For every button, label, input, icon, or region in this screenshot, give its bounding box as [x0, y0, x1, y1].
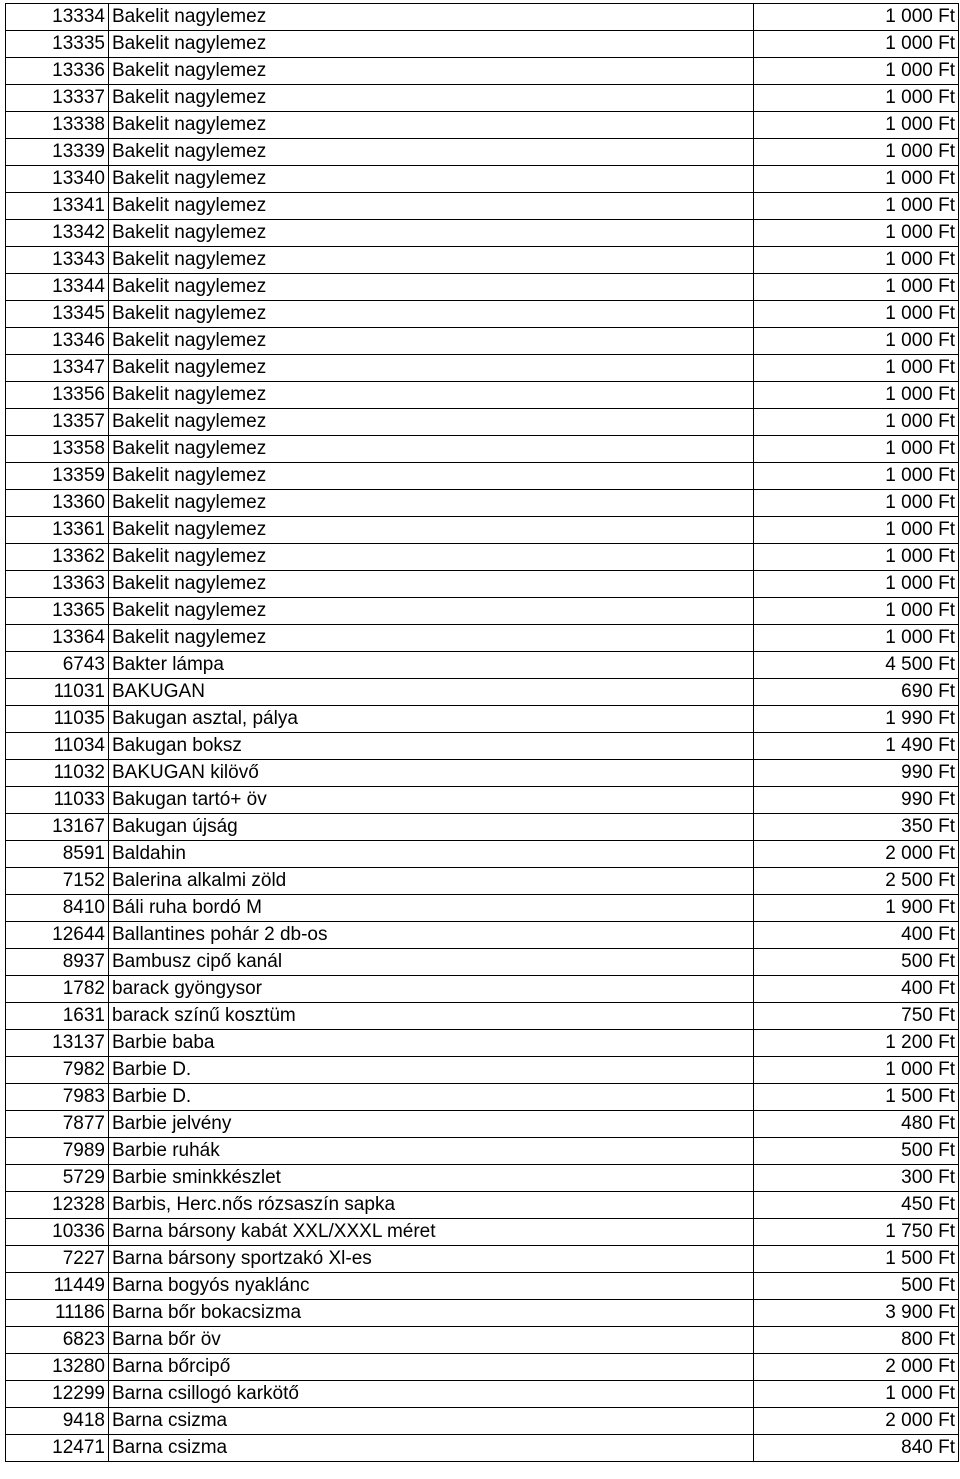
item-name-cell: Barna bőr öv: [109, 1327, 754, 1354]
table-row: [6, 328, 959, 355]
table-row: [6, 490, 959, 517]
item-price-cell: 1 000 Ft: [754, 301, 959, 328]
item-name-cell: Ballantines pohár 2 db-os: [109, 922, 754, 949]
table-row: [6, 1219, 959, 1246]
item-code-cell: 8937: [6, 949, 109, 976]
item-name-cell: Bakelit nagylemez: [109, 274, 754, 301]
table-row: [6, 1300, 959, 1327]
item-price-cell: 1 490 Ft: [754, 733, 959, 760]
item-price-cell: 750 Ft: [754, 1003, 959, 1030]
item-code-cell: 12644: [6, 922, 109, 949]
table-row: [6, 517, 959, 544]
item-code-cell: 1631: [6, 1003, 109, 1030]
item-name-cell: Barbie jelvény: [109, 1111, 754, 1138]
table-row: [6, 382, 959, 409]
item-price-cell: 2 000 Ft: [754, 1408, 959, 1435]
item-name-cell: Barbie ruhák: [109, 1138, 754, 1165]
table-row: [6, 1327, 959, 1354]
item-price-cell: 450 Ft: [754, 1192, 959, 1219]
price-list-table: [5, 3, 959, 1462]
item-code-cell: 13358: [6, 436, 109, 463]
item-code-cell: 11034: [6, 733, 109, 760]
item-code-cell: 7982: [6, 1057, 109, 1084]
table-row: [6, 1003, 959, 1030]
item-name-cell: Bakelit nagylemez: [109, 355, 754, 382]
item-name-cell: barack gyöngysor: [109, 976, 754, 1003]
item-code-cell: 13137: [6, 1030, 109, 1057]
table-row: [6, 58, 959, 85]
item-name-cell: barack színű kosztüm: [109, 1003, 754, 1030]
table-row: [6, 139, 959, 166]
item-code-cell: 11033: [6, 787, 109, 814]
item-code-cell: 6743: [6, 652, 109, 679]
table-row: [6, 1381, 959, 1408]
item-name-cell: Báli ruha bordó M: [109, 895, 754, 922]
item-name-cell: Bakelit nagylemez: [109, 328, 754, 355]
item-code-cell: 11035: [6, 706, 109, 733]
item-code-cell: 13167: [6, 814, 109, 841]
item-name-cell: Bakelit nagylemez: [109, 58, 754, 85]
table-row: [6, 1057, 959, 1084]
item-name-cell: Bakugan tartó+ öv: [109, 787, 754, 814]
table-row: [6, 355, 959, 382]
table-row: [6, 625, 959, 652]
item-code-cell: 13347: [6, 355, 109, 382]
table-row: [6, 571, 959, 598]
item-name-cell: Barna bársony kabát XXL/XXXL méret: [109, 1219, 754, 1246]
item-price-cell: 1 750 Ft: [754, 1219, 959, 1246]
item-price-cell: 1 000 Ft: [754, 85, 959, 112]
item-price-cell: 1 990 Ft: [754, 706, 959, 733]
table-row: [6, 787, 959, 814]
item-name-cell: Barna bogyós nyaklánc: [109, 1273, 754, 1300]
item-name-cell: Bambusz cipő kanál: [109, 949, 754, 976]
item-name-cell: Bakelit nagylemez: [109, 571, 754, 598]
item-name-cell: Bakelit nagylemez: [109, 85, 754, 112]
item-name-cell: Barbie sminkkészlet: [109, 1165, 754, 1192]
item-name-cell: Barna bőrcipő: [109, 1354, 754, 1381]
item-name-cell: Barbis, Herc.nős rózsaszín sapka: [109, 1192, 754, 1219]
table-row: [6, 220, 959, 247]
item-name-cell: Barbie baba: [109, 1030, 754, 1057]
item-price-cell: 1 000 Ft: [754, 4, 959, 31]
item-price-cell: 1 000 Ft: [754, 1057, 959, 1084]
item-price-cell: 1 000 Ft: [754, 355, 959, 382]
item-price-cell: 2 000 Ft: [754, 841, 959, 868]
item-code-cell: 13340: [6, 166, 109, 193]
item-name-cell: Barna csizma: [109, 1435, 754, 1462]
item-code-cell: 13359: [6, 463, 109, 490]
item-price-cell: 1 500 Ft: [754, 1084, 959, 1111]
item-price-cell: 4 500 Ft: [754, 652, 959, 679]
item-price-cell: 1 000 Ft: [754, 1381, 959, 1408]
item-name-cell: Bakelit nagylemez: [109, 4, 754, 31]
item-price-cell: 2 000 Ft: [754, 1354, 959, 1381]
item-name-cell: Bakelit nagylemez: [109, 463, 754, 490]
table-row: [6, 976, 959, 1003]
item-name-cell: Barbie D.: [109, 1057, 754, 1084]
item-code-cell: 13341: [6, 193, 109, 220]
item-price-cell: 1 000 Ft: [754, 112, 959, 139]
item-price-cell: 500 Ft: [754, 1138, 959, 1165]
price-list-body: [6, 4, 959, 1462]
table-row: [6, 463, 959, 490]
table-row: [6, 679, 959, 706]
table-row: [6, 895, 959, 922]
item-price-cell: 1 000 Ft: [754, 463, 959, 490]
item-code-cell: 13364: [6, 625, 109, 652]
table-row: [6, 1408, 959, 1435]
table-row: [6, 1084, 959, 1111]
item-code-cell: 7152: [6, 868, 109, 895]
item-code-cell: 13337: [6, 85, 109, 112]
item-price-cell: 1 000 Ft: [754, 490, 959, 517]
table-row: [6, 247, 959, 274]
item-name-cell: Balerina alkalmi zöld: [109, 868, 754, 895]
item-code-cell: 6823: [6, 1327, 109, 1354]
item-price-cell: 500 Ft: [754, 1273, 959, 1300]
item-price-cell: 300 Ft: [754, 1165, 959, 1192]
item-code-cell: 13280: [6, 1354, 109, 1381]
item-name-cell: Bakelit nagylemez: [109, 301, 754, 328]
item-code-cell: 11449: [6, 1273, 109, 1300]
item-name-cell: Bakelit nagylemez: [109, 247, 754, 274]
item-name-cell: Bakelit nagylemez: [109, 436, 754, 463]
item-name-cell: Barna bársony sportzakó Xl-es: [109, 1246, 754, 1273]
item-price-cell: 400 Ft: [754, 922, 959, 949]
item-name-cell: Bakelit nagylemez: [109, 31, 754, 58]
item-name-cell: Bakelit nagylemez: [109, 166, 754, 193]
item-name-cell: Barna csizma: [109, 1408, 754, 1435]
item-name-cell: Bakelit nagylemez: [109, 544, 754, 571]
item-code-cell: 13334: [6, 4, 109, 31]
table-row: [6, 301, 959, 328]
table-row: [6, 841, 959, 868]
item-name-cell: Bakelit nagylemez: [109, 112, 754, 139]
item-price-cell: 1 000 Ft: [754, 571, 959, 598]
item-price-cell: 1 000 Ft: [754, 544, 959, 571]
item-code-cell: 13346: [6, 328, 109, 355]
item-name-cell: Bakugan asztal, pálya: [109, 706, 754, 733]
item-price-cell: 990 Ft: [754, 787, 959, 814]
item-code-cell: 13344: [6, 274, 109, 301]
table-row: [6, 733, 959, 760]
item-price-cell: 840 Ft: [754, 1435, 959, 1462]
table-row: [6, 760, 959, 787]
table-row: [6, 112, 959, 139]
item-code-cell: 5729: [6, 1165, 109, 1192]
item-code-cell: 13361: [6, 517, 109, 544]
item-code-cell: 13338: [6, 112, 109, 139]
item-name-cell: Bakelit nagylemez: [109, 220, 754, 247]
item-code-cell: 13363: [6, 571, 109, 598]
table-row: [6, 1435, 959, 1462]
table-row: [6, 1192, 959, 1219]
item-name-cell: Bakelit nagylemez: [109, 382, 754, 409]
item-name-cell: Bakelit nagylemez: [109, 598, 754, 625]
table-row: [6, 922, 959, 949]
item-code-cell: 13345: [6, 301, 109, 328]
table-row: [6, 1030, 959, 1057]
item-code-cell: 10336: [6, 1219, 109, 1246]
item-code-cell: 13360: [6, 490, 109, 517]
table-row: [6, 85, 959, 112]
item-code-cell: 13357: [6, 409, 109, 436]
item-code-cell: 13336: [6, 58, 109, 85]
item-name-cell: Bakelit nagylemez: [109, 409, 754, 436]
item-price-cell: 800 Ft: [754, 1327, 959, 1354]
item-code-cell: 9418: [6, 1408, 109, 1435]
table-row: [6, 814, 959, 841]
table-row: [6, 409, 959, 436]
item-price-cell: 1 000 Ft: [754, 247, 959, 274]
table-row: [6, 652, 959, 679]
table-row: [6, 598, 959, 625]
item-name-cell: Barna csillogó karkötő: [109, 1381, 754, 1408]
table-row: [6, 436, 959, 463]
item-price-cell: 1 000 Ft: [754, 598, 959, 625]
item-code-cell: 13362: [6, 544, 109, 571]
item-name-cell: BAKUGAN: [109, 679, 754, 706]
item-price-cell: 480 Ft: [754, 1111, 959, 1138]
table-row: [6, 1354, 959, 1381]
item-name-cell: Barna bőr bokacsizma: [109, 1300, 754, 1327]
item-code-cell: 8591: [6, 841, 109, 868]
table-row: [6, 4, 959, 31]
item-price-cell: 1 000 Ft: [754, 193, 959, 220]
item-name-cell: Bakelit nagylemez: [109, 625, 754, 652]
item-price-cell: 1 000 Ft: [754, 166, 959, 193]
item-code-cell: 1782: [6, 976, 109, 1003]
table-row: [6, 544, 959, 571]
item-code-cell: 12471: [6, 1435, 109, 1462]
table-row: [6, 31, 959, 58]
item-code-cell: 11186: [6, 1300, 109, 1327]
item-name-cell: Bakelit nagylemez: [109, 490, 754, 517]
item-price-cell: 350 Ft: [754, 814, 959, 841]
item-price-cell: 1 000 Ft: [754, 139, 959, 166]
table-row: [6, 193, 959, 220]
item-price-cell: 1 000 Ft: [754, 382, 959, 409]
table-row: [6, 1111, 959, 1138]
item-price-cell: 1 000 Ft: [754, 409, 959, 436]
item-code-cell: 7989: [6, 1138, 109, 1165]
item-name-cell: Bakter lámpa: [109, 652, 754, 679]
item-code-cell: 7227: [6, 1246, 109, 1273]
item-price-cell: 1 500 Ft: [754, 1246, 959, 1273]
item-price-cell: 690 Ft: [754, 679, 959, 706]
item-price-cell: 1 000 Ft: [754, 436, 959, 463]
item-code-cell: 7877: [6, 1111, 109, 1138]
table-row: [6, 1246, 959, 1273]
item-price-cell: 1 000 Ft: [754, 517, 959, 544]
item-price-cell: 990 Ft: [754, 760, 959, 787]
item-price-cell: 1 900 Ft: [754, 895, 959, 922]
item-price-cell: 1 000 Ft: [754, 58, 959, 85]
item-price-cell: 2 500 Ft: [754, 868, 959, 895]
item-name-cell: Bakelit nagylemez: [109, 193, 754, 220]
item-code-cell: 13342: [6, 220, 109, 247]
table-row: [6, 274, 959, 301]
item-code-cell: 8410: [6, 895, 109, 922]
item-code-cell: 13365: [6, 598, 109, 625]
table-row: [6, 166, 959, 193]
item-price-cell: 1 000 Ft: [754, 31, 959, 58]
table-row: [6, 1165, 959, 1192]
item-code-cell: 13356: [6, 382, 109, 409]
item-name-cell: Bakelit nagylemez: [109, 139, 754, 166]
item-code-cell: 12328: [6, 1192, 109, 1219]
item-name-cell: Barbie D.: [109, 1084, 754, 1111]
item-name-cell: Bakugan boksz: [109, 733, 754, 760]
item-name-cell: Bakugan újság: [109, 814, 754, 841]
item-code-cell: 13343: [6, 247, 109, 274]
item-price-cell: 1 200 Ft: [754, 1030, 959, 1057]
item-name-cell: Bakelit nagylemez: [109, 517, 754, 544]
item-name-cell: BAKUGAN kilövő: [109, 760, 754, 787]
item-name-cell: Baldahin: [109, 841, 754, 868]
item-price-cell: 3 900 Ft: [754, 1300, 959, 1327]
table-row: [6, 1138, 959, 1165]
item-code-cell: 12299: [6, 1381, 109, 1408]
table-row: [6, 949, 959, 976]
item-price-cell: 1 000 Ft: [754, 625, 959, 652]
item-code-cell: 11032: [6, 760, 109, 787]
item-code-cell: 13335: [6, 31, 109, 58]
table-row: [6, 868, 959, 895]
item-code-cell: 7983: [6, 1084, 109, 1111]
item-price-cell: 1 000 Ft: [754, 328, 959, 355]
item-price-cell: 1 000 Ft: [754, 274, 959, 301]
item-price-cell: 500 Ft: [754, 949, 959, 976]
item-price-cell: 400 Ft: [754, 976, 959, 1003]
item-price-cell: 1 000 Ft: [754, 220, 959, 247]
table-row: [6, 1273, 959, 1300]
table-row: [6, 706, 959, 733]
item-code-cell: 11031: [6, 679, 109, 706]
item-code-cell: 13339: [6, 139, 109, 166]
